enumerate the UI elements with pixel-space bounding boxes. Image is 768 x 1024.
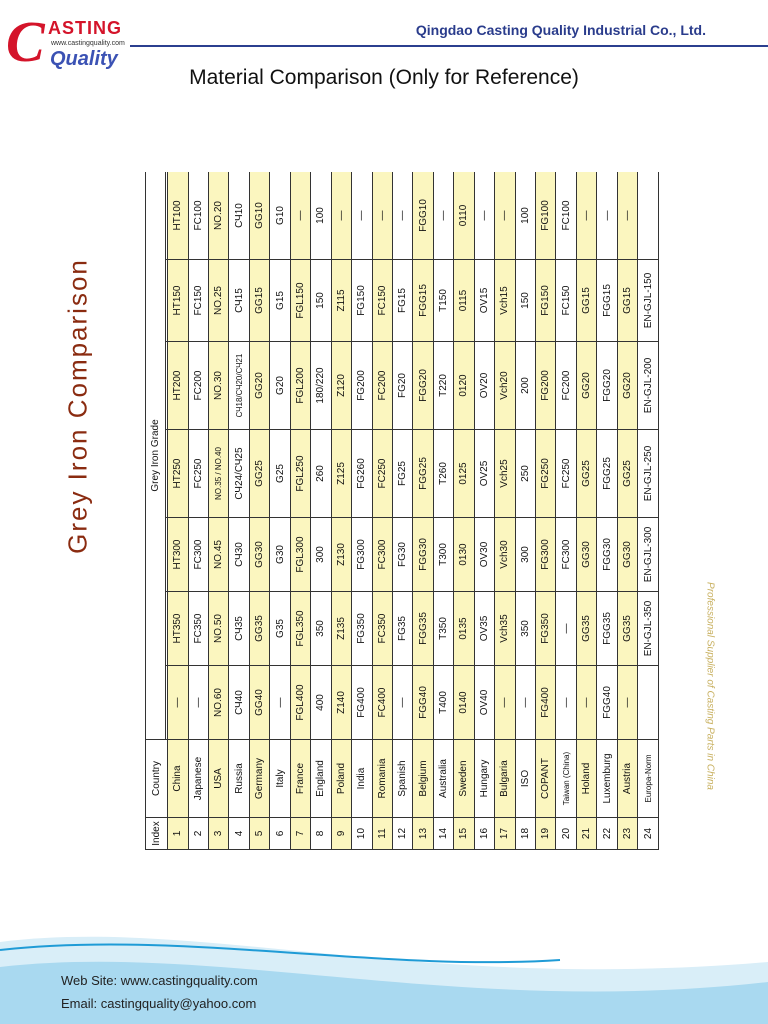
cell-grade: FG150 <box>352 260 372 342</box>
cell-grade: 0135 <box>454 592 474 666</box>
cell-grade: — <box>270 666 290 740</box>
cell-grade: FG400 <box>536 666 556 740</box>
cell-grade: 0110 <box>454 172 474 260</box>
cell-grade: FG300 <box>352 518 372 592</box>
cell-country: ISO <box>515 740 535 818</box>
cell-index: 1 <box>168 818 188 850</box>
cell-grade: FG200 <box>352 342 372 430</box>
table-row <box>413 172 433 850</box>
cell-grade: Z135 <box>331 592 351 666</box>
table-row <box>433 172 453 850</box>
cell-grade: OV30 <box>474 518 494 592</box>
cell-grade: EN-GJL-250 <box>638 430 659 518</box>
cell-grade: FGL400 <box>290 666 310 740</box>
cell-grade: FGG15 <box>597 260 617 342</box>
cell-grade: 260 <box>311 430 331 518</box>
cell-grade: OV35 <box>474 592 494 666</box>
table-row <box>290 172 310 850</box>
cell-grade: FGG10 <box>413 172 433 260</box>
cell-grade: — <box>576 666 596 740</box>
cell-index: 10 <box>352 818 372 850</box>
cell-grade: 0120 <box>454 342 474 430</box>
table-row <box>372 172 392 850</box>
cell-grade: HT350 <box>168 592 188 666</box>
footer-email: Email: castingquality@yahoo.com <box>61 996 257 1011</box>
cell-grade: HT150 <box>168 260 188 342</box>
cell-index: 3 <box>209 818 229 850</box>
cell-grade: FG260 <box>352 430 372 518</box>
cell-grade: GG20 <box>576 342 596 430</box>
cell-grade: FGL200 <box>290 342 310 430</box>
cell-grade: — <box>433 172 453 260</box>
cell-grade: OV20 <box>474 342 494 430</box>
cell-grade: T150 <box>433 260 453 342</box>
cell-grade: FG250 <box>536 430 556 518</box>
watermark-text: Professional Supplier of Casting Parts in China <box>704 582 716 790</box>
cell-grade: — <box>352 172 372 260</box>
cell-grade: NO.25 <box>209 260 229 342</box>
cell-grade: G35 <box>270 592 290 666</box>
table-row <box>638 172 659 850</box>
cell-grade: EN-GJL-200 <box>638 342 659 430</box>
cell-index: 22 <box>597 818 617 850</box>
logo-c-glyph: C <box>6 9 45 74</box>
cell-grade: FGG20 <box>413 342 433 430</box>
cell-grade: EN-GJL-350 <box>638 592 659 666</box>
cell-grade: T350 <box>433 592 453 666</box>
cell-grade: 0115 <box>454 260 474 342</box>
side-title-text: Grey Iron Comparison <box>62 258 93 554</box>
cell-grade: — <box>168 666 188 740</box>
cell-grade: 100 <box>515 172 535 260</box>
cell-country: Sweden <box>454 740 474 818</box>
cell-grade: Vch20 <box>495 342 515 430</box>
cell-country: Japanese <box>188 740 208 818</box>
cell-grade: — <box>392 172 412 260</box>
cell-grade: — <box>495 666 515 740</box>
cell-index: 7 <box>290 818 310 850</box>
cell-grade: GG15 <box>576 260 596 342</box>
cell-grade: NO.50 <box>209 592 229 666</box>
cell-grade: Z120 <box>331 342 351 430</box>
company-name: Qingdao Casting Quality Industrial Co., Ltd. <box>415 22 706 38</box>
cell-index: 19 <box>536 818 556 850</box>
cell-index: 12 <box>392 818 412 850</box>
header-divider <box>130 45 768 47</box>
cell-grade: FG200 <box>536 342 556 430</box>
cell-grade: FGG25 <box>413 430 433 518</box>
header-country: Country <box>146 740 168 818</box>
cell-grade: NO.45 <box>209 518 229 592</box>
cell-country: COPANT <box>536 740 556 818</box>
table-row <box>617 172 637 850</box>
cell-grade <box>638 666 659 740</box>
cell-grade: — <box>392 666 412 740</box>
cell-index: 15 <box>454 818 474 850</box>
cell-country: India <box>352 740 372 818</box>
cell-grade: СЧ40 <box>229 666 249 740</box>
cell-country: Holand <box>576 740 596 818</box>
table-row <box>597 172 617 850</box>
grey-iron-comparison-table <box>145 172 659 850</box>
cell-grade: NO.30 <box>209 342 229 430</box>
cell-index: 16 <box>474 818 494 850</box>
cell-grade: 150 <box>515 260 535 342</box>
cell-grade: — <box>597 172 617 260</box>
cell-grade: FG350 <box>536 592 556 666</box>
table-row <box>556 172 576 850</box>
cell-grade: Vch30 <box>495 518 515 592</box>
cell-grade: 150 <box>311 260 331 342</box>
cell-grade: FG100 <box>536 172 556 260</box>
rotated-table <box>145 172 659 850</box>
cell-grade: GG35 <box>576 592 596 666</box>
cell-grade: FC100 <box>188 172 208 260</box>
table-row <box>229 172 249 850</box>
cell-grade: GG35 <box>617 592 637 666</box>
cell-grade: 100 <box>311 172 331 260</box>
cell-grade: T400 <box>433 666 453 740</box>
cell-index: 2 <box>188 818 208 850</box>
cell-grade: GG25 <box>249 430 269 518</box>
cell-grade: FG25 <box>392 430 412 518</box>
company-logo <box>6 9 166 74</box>
cell-country: Poland <box>331 740 351 818</box>
cell-grade: FG400 <box>352 666 372 740</box>
cell-grade: HT250 <box>168 430 188 518</box>
cell-grade: — <box>576 172 596 260</box>
cell-grade: NO.60 <box>209 666 229 740</box>
cell-grade: FC200 <box>372 342 392 430</box>
cell-grade: FGG30 <box>413 518 433 592</box>
cell-country: Germany <box>249 740 269 818</box>
cell-grade: OV15 <box>474 260 494 342</box>
cell-grade: GG35 <box>249 592 269 666</box>
cell-grade: FC300 <box>372 518 392 592</box>
cell-grade: T220 <box>433 342 453 430</box>
cell-country: Austria <box>617 740 637 818</box>
cell-grade: GG25 <box>576 430 596 518</box>
cell-grade: СЧ18/СЧ20/СЧ21 <box>229 342 249 430</box>
cell-country: Romania <box>372 740 392 818</box>
cell-grade: Z115 <box>331 260 351 342</box>
cell-grade: FC150 <box>372 260 392 342</box>
cell-grade: Vch15 <box>495 260 515 342</box>
cell-grade: G30 <box>270 518 290 592</box>
cell-index: 13 <box>413 818 433 850</box>
cell-grade: — <box>617 172 637 260</box>
cell-grade: Vch25 <box>495 430 515 518</box>
table-row <box>311 172 331 850</box>
cell-index: 5 <box>249 818 269 850</box>
table-row <box>474 172 494 850</box>
cell-grade: FC200 <box>556 342 576 430</box>
cell-grade: G15 <box>270 260 290 342</box>
cell-grade: FG20 <box>392 342 412 430</box>
cell-country: Taiwan (China) <box>556 740 576 818</box>
cell-grade: GG20 <box>617 342 637 430</box>
cell-grade: T260 <box>433 430 453 518</box>
logo-text-top: ASTING <box>48 18 123 38</box>
cell-index: 21 <box>576 818 596 850</box>
cell-grade: FC100 <box>556 172 576 260</box>
cell-grade: FGG20 <box>597 342 617 430</box>
table-row <box>249 172 269 850</box>
cell-grade: FC200 <box>188 342 208 430</box>
cell-grade: HT100 <box>168 172 188 260</box>
cell-grade: FG350 <box>352 592 372 666</box>
table-row <box>495 172 515 850</box>
cell-grade: FG300 <box>536 518 556 592</box>
cell-grade: — <box>290 172 310 260</box>
page-title: Material Comparison (Only for Reference) <box>189 66 579 89</box>
cell-grade: FC400 <box>372 666 392 740</box>
cell-grade: EN-GJL-300 <box>638 518 659 592</box>
cell-grade: Vch35 <box>495 592 515 666</box>
header-index: Index <box>146 818 168 850</box>
table-row <box>515 172 535 850</box>
cell-index: 20 <box>556 818 576 850</box>
cell-grade: — <box>617 666 637 740</box>
cell-grade: — <box>556 666 576 740</box>
cell-grade: FGG35 <box>413 592 433 666</box>
table-row <box>270 172 290 850</box>
cell-grade: GG30 <box>576 518 596 592</box>
cell-country: Italy <box>270 740 290 818</box>
logo-text-bottom: Quality <box>50 48 118 70</box>
cell-country: Spanish <box>392 740 412 818</box>
cell-country: Luxemburg <box>597 740 617 818</box>
cell-index: 14 <box>433 818 453 850</box>
table-row <box>188 172 208 850</box>
cell-grade: FC350 <box>372 592 392 666</box>
cell-grade: СЧ24/СЧ25 <box>229 430 249 518</box>
cell-grade: GG30 <box>617 518 637 592</box>
cell-grade: FC250 <box>556 430 576 518</box>
cell-grade: FG150 <box>536 260 556 342</box>
table-row <box>454 172 474 850</box>
cell-grade: FGL250 <box>290 430 310 518</box>
cell-index: 23 <box>617 818 637 850</box>
cell-grade: G25 <box>270 430 290 518</box>
table-row <box>168 172 188 850</box>
cell-grade: GG20 <box>249 342 269 430</box>
cell-grade: HT300 <box>168 518 188 592</box>
cell-country: Bulgaria <box>495 740 515 818</box>
cell-country: Russia <box>229 740 249 818</box>
cell-grade: FC300 <box>188 518 208 592</box>
cell-grade: FC250 <box>372 430 392 518</box>
cell-grade: СЧ10 <box>229 172 249 260</box>
cell-grade: EN-GJL-150 <box>638 260 659 342</box>
cell-grade: FGL150 <box>290 260 310 342</box>
table-header-row <box>146 172 166 850</box>
cell-grade: — <box>372 172 392 260</box>
cell-grade: — <box>188 666 208 740</box>
logo-url: www.castingquality.com <box>51 40 125 47</box>
cell-grade: 350 <box>515 592 535 666</box>
cell-index: 17 <box>495 818 515 850</box>
cell-index: 9 <box>331 818 351 850</box>
footer-website: Web Site: www.castingquality.com <box>61 973 258 988</box>
cell-grade: — <box>474 172 494 260</box>
cell-grade: FG15 <box>392 260 412 342</box>
cell-grade: FC300 <box>556 518 576 592</box>
cell-grade: СЧ35 <box>229 592 249 666</box>
cell-country: Australia <box>433 740 453 818</box>
cell-grade: СЧ15 <box>229 260 249 342</box>
cell-grade: GG30 <box>249 518 269 592</box>
cell-grade: FC150 <box>556 260 576 342</box>
table-row <box>392 172 412 850</box>
cell-grade: — <box>515 666 535 740</box>
cell-grade: 350 <box>311 592 331 666</box>
cell-index: 18 <box>515 818 535 850</box>
cell-grade: 0125 <box>454 430 474 518</box>
cell-grade: FGG15 <box>413 260 433 342</box>
cell-grade: — <box>495 172 515 260</box>
cell-grade: HT200 <box>168 342 188 430</box>
cell-grade: FG35 <box>392 592 412 666</box>
cell-grade: Z130 <box>331 518 351 592</box>
cell-country: USA <box>209 740 229 818</box>
table-row <box>352 172 372 850</box>
table-row <box>209 172 229 850</box>
cell-grade: Z125 <box>331 430 351 518</box>
cell-index: 6 <box>270 818 290 850</box>
cell-country: Belgium <box>413 740 433 818</box>
cell-index: 11 <box>372 818 392 850</box>
cell-grade: FGG25 <box>597 430 617 518</box>
cell-grade: FC350 <box>188 592 208 666</box>
cell-grade: 200 <box>515 342 535 430</box>
footer <box>0 922 768 1024</box>
cell-grade: NO.35 / NO.40 <box>209 430 229 518</box>
cell-grade: FGG30 <box>597 518 617 592</box>
cell-grade: G10 <box>270 172 290 260</box>
table-row <box>536 172 556 850</box>
cell-grade: 300 <box>515 518 535 592</box>
cell-grade: FGG35 <box>597 592 617 666</box>
comparison-table-container <box>145 172 659 850</box>
cell-grade: 400 <box>311 666 331 740</box>
cell-grade: 0130 <box>454 518 474 592</box>
cell-grade: OV40 <box>474 666 494 740</box>
cell-country: China <box>168 740 188 818</box>
cell-grade: GG10 <box>249 172 269 260</box>
cell-grade: FGG40 <box>597 666 617 740</box>
cell-grade: 0140 <box>454 666 474 740</box>
cell-country: Hungary <box>474 740 494 818</box>
cell-grade: СЧ30 <box>229 518 249 592</box>
cell-grade: OV25 <box>474 430 494 518</box>
cell-grade: 250 <box>515 430 535 518</box>
cell-grade: GG15 <box>249 260 269 342</box>
cell-grade: FC150 <box>188 260 208 342</box>
cell-country: France <box>290 740 310 818</box>
table-row <box>576 172 596 850</box>
cell-grade: FGG40 <box>413 666 433 740</box>
cell-grade: FG30 <box>392 518 412 592</box>
cell-grade: 180/220 <box>311 342 331 430</box>
cell-grade: FGL350 <box>290 592 310 666</box>
cell-grade: T300 <box>433 518 453 592</box>
cell-country: England <box>311 740 331 818</box>
cell-grade <box>638 172 659 260</box>
cell-grade: GG25 <box>617 430 637 518</box>
cell-grade: 300 <box>311 518 331 592</box>
cell-country: Europa-Norm <box>638 740 659 818</box>
cell-grade: FGL300 <box>290 518 310 592</box>
table-row <box>331 172 351 850</box>
cell-index: 8 <box>311 818 331 850</box>
cell-grade: GG40 <box>249 666 269 740</box>
cell-index: 4 <box>229 818 249 850</box>
cell-grade: Z140 <box>331 666 351 740</box>
cell-grade: GG15 <box>617 260 637 342</box>
cell-index: 24 <box>638 818 659 850</box>
header-grade-group: Grey Iron Grade <box>146 172 166 740</box>
cell-grade: FC250 <box>188 430 208 518</box>
cell-grade: — <box>331 172 351 260</box>
cell-grade: G20 <box>270 342 290 430</box>
cell-grade: NO.20 <box>209 172 229 260</box>
cell-grade: — <box>556 592 576 666</box>
